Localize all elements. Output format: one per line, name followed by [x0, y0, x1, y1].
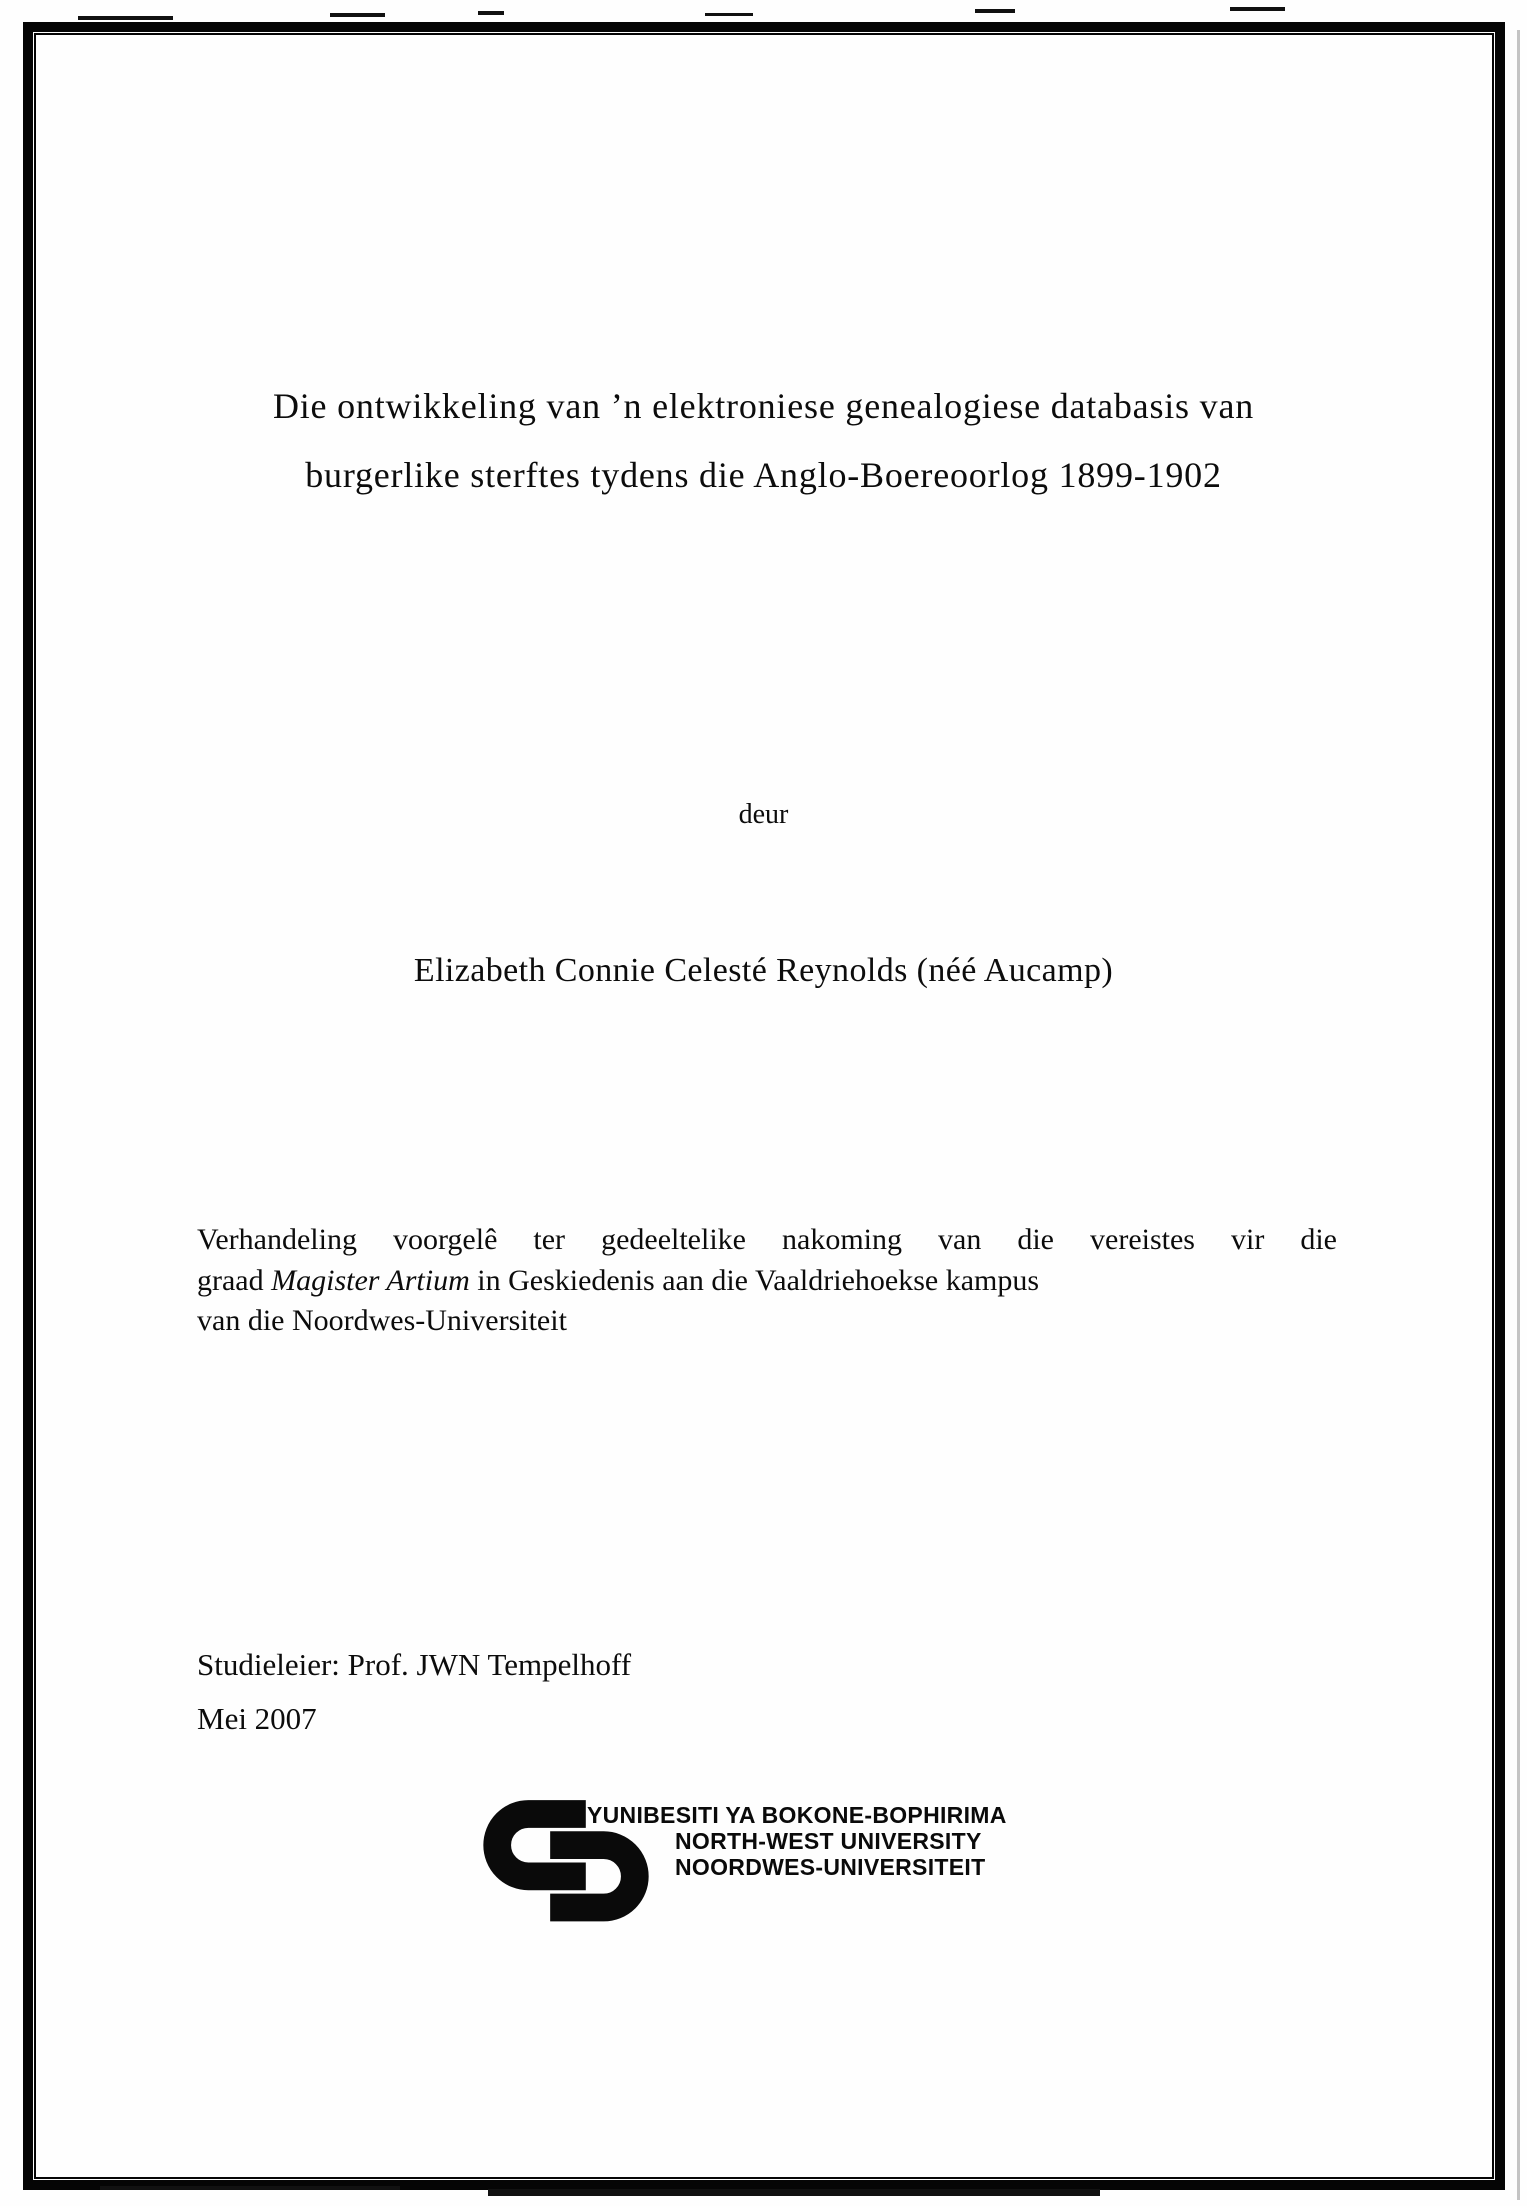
degree-statement-line2-suffix: in Geskiedenis aan die Vaaldriehoekse kampus — [469, 1263, 1040, 1297]
scan-artifact-top-4 — [705, 13, 753, 16]
scan-artifact-top-5 — [975, 9, 1015, 13]
degree-statement-line2 — [197, 1261, 1337, 1302]
supervisor-line: Studieleier: Prof. JWN Tempelhoff — [197, 1647, 632, 1682]
scan-artifact-top-6 — [1230, 7, 1285, 11]
university-name-english: NORTH-WEST UNIVERSITY — [675, 1828, 982, 1854]
scan-artifact-top-2 — [330, 13, 385, 17]
scan-edge-line-right — [1517, 30, 1520, 2200]
scan-artifact-top-1 — [78, 16, 173, 20]
thesis-title-line1: Die ontwikkeling van ’n elektroniese genealogiese databasis van — [272, 386, 1255, 426]
supervisor-block — [197, 1638, 631, 1746]
degree-statement-line1: Verhandeling voorgelê ter gedeeltelike nakoming van die vereistes vir die — [197, 1223, 1337, 1256]
byline-label: deur — [738, 799, 789, 830]
degree-statement — [197, 1220, 1337, 1342]
degree-statement-line2-prefix: graad — [197, 1263, 272, 1297]
scan-artifact-top-3 — [478, 11, 504, 15]
degree-statement-line3: van die Noordwes-Universiteit — [197, 1304, 567, 1337]
author-name: Elizabeth Connie Celesté Reynolds (néé Aucamp) — [413, 952, 1114, 989]
thesis-title-line2: burgerlike sterftes tydens die Anglo-Boereoorlog 1899-1902 — [305, 455, 1222, 495]
university-logo-block — [467, 1800, 1187, 1940]
degree-name-italic: Magister Artium — [271, 1263, 470, 1297]
scan-artifact-bottom-2 — [100, 2186, 400, 2190]
date-line: Mei 2007 — [197, 1701, 317, 1736]
university-name-setswana: YUNIBESITI YA BOKONE-BOPHIRIMA — [587, 1802, 1007, 1828]
university-name-block — [587, 1802, 1007, 1880]
university-name-afrikaans: NOORDWES-UNIVERSITEIT — [675, 1854, 986, 1880]
thesis-title — [60, 372, 1467, 510]
scan-artifact-bottom-1 — [488, 2189, 1100, 2196]
